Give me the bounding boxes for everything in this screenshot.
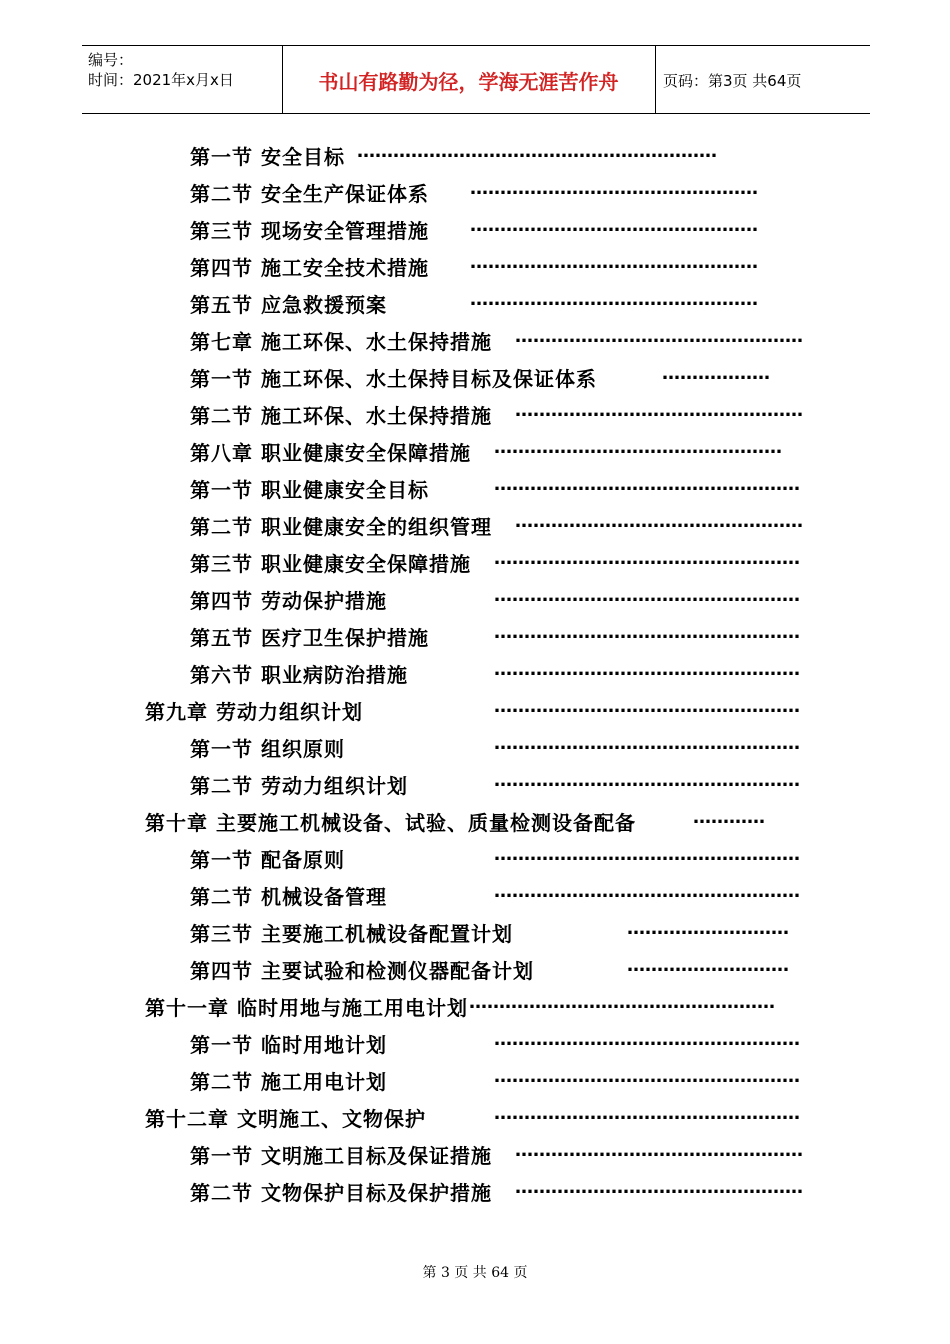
toc-entry-title: 第三节 主要施工机械设备配置计划: [190, 922, 513, 946]
toc-entry-title: 第四节 劳动保护措施: [190, 589, 387, 613]
toc-entry-leader: ………………………: [627, 918, 789, 939]
toc-entry-leader: ……………………………………………: [494, 548, 800, 569]
toc-entry-leader: …………………………………………: [515, 326, 803, 347]
toc-entry[interactable]: [0, 914, 950, 950]
toc-entry-leader: …………………………………………: [515, 1177, 803, 1198]
toc-entry-leader: ………………: [662, 363, 770, 384]
toc-entry[interactable]: [0, 433, 950, 469]
toc-entry-title: 第六节 职业病防治措施: [190, 663, 408, 687]
toc-entry-title: 第二节 施工用电计划: [190, 1070, 387, 1094]
toc-entry-title: 第十二章 文明施工、文物保护: [145, 1107, 426, 1131]
toc-entry[interactable]: [0, 951, 950, 987]
toc-entry-leader: ……………………………………………: [469, 992, 775, 1013]
toc-entry[interactable]: [0, 766, 950, 802]
toc-entry[interactable]: [0, 137, 950, 173]
header-page-info: 页码：第3页 共64页: [663, 72, 802, 90]
toc-entry-leader: …………………………………………: [515, 1140, 803, 1161]
toc-entry[interactable]: [0, 692, 950, 728]
toc-entry-title: 第五节 应急救援预案: [190, 293, 387, 317]
toc-entry[interactable]: [0, 1136, 950, 1172]
toc-entry-leader: ……………………………………………………: [357, 141, 717, 162]
header-divider: [655, 45, 656, 113]
toc-entry-leader: …………………………………………: [470, 215, 758, 236]
toc-entry-leader: ……………………………………………: [494, 770, 800, 791]
toc-entry[interactable]: [0, 359, 950, 395]
toc-entry[interactable]: [0, 285, 950, 321]
toc-entry[interactable]: [0, 1173, 950, 1209]
toc-entry-title: 第一节 职业健康安全目标: [190, 478, 429, 502]
toc-entry-leader: …………………………………………: [494, 437, 782, 458]
header-meta: [88, 50, 234, 90]
toc-entry-title: 第九章 劳动力组织计划: [145, 700, 363, 724]
toc-entry-leader: ……………………………………………: [494, 622, 800, 643]
toc-entry-title: 第一节 施工环保、水土保持目标及保证体系: [190, 367, 597, 391]
toc-entry-leader: ……………………………………………: [494, 1029, 800, 1050]
toc-entry-title: 第二节 文物保护目标及保护措施: [190, 1181, 492, 1205]
toc-entry-title: 第一节 临时用地计划: [190, 1033, 387, 1057]
toc-entry-title: 第十一章 临时用地与施工用电计划: [145, 996, 468, 1020]
toc-entry-title: 第三节 现场安全管理措施: [190, 219, 429, 243]
toc-entry[interactable]: [0, 581, 950, 617]
toc-entry-leader: ………………………: [627, 955, 789, 976]
toc-entry-title: 第四节 主要试验和检测仪器配备计划: [190, 959, 534, 983]
toc-entry[interactable]: [0, 877, 950, 913]
toc-entry-leader: …………………………………………: [470, 289, 758, 310]
toc-entry[interactable]: [0, 544, 950, 580]
toc-entry-title: 第二节 职业健康安全的组织管理: [190, 515, 492, 539]
toc-entry-leader: …………………………………………: [470, 252, 758, 273]
toc-entry-leader: …………: [693, 807, 765, 828]
toc-entry-leader: ……………………………………………: [494, 1066, 800, 1087]
toc-entry-leader: ……………………………………………: [494, 881, 800, 902]
toc-entry-title: 第二节 劳动力组织计划: [190, 774, 408, 798]
toc-entry-leader: ……………………………………………: [494, 696, 800, 717]
toc-entry-leader: ……………………………………………: [494, 659, 800, 680]
toc-entry-leader: …………………………………………: [470, 178, 758, 199]
toc-entry-leader: …………………………………………: [515, 400, 803, 421]
toc-entry-title: 第一节 文明施工目标及保证措施: [190, 1144, 492, 1168]
toc-entry[interactable]: [0, 507, 950, 543]
toc-entry[interactable]: [0, 803, 950, 839]
toc-entry[interactable]: [0, 655, 950, 691]
toc-entry-title: 第二节 施工环保、水土保持措施: [190, 404, 492, 428]
header-motto: 书山有路勤为径，学海无涯苦作舟: [318, 70, 619, 94]
toc-entry-title: 第三节 职业健康安全保障措施: [190, 552, 471, 576]
header-bottom-rule: [82, 113, 870, 114]
toc-entry-leader: ……………………………………………: [494, 844, 800, 865]
toc-entry-title: 第一节 配备原则: [190, 848, 345, 872]
header-top-rule: [82, 45, 870, 46]
toc-entry-title: 第二节 机械设备管理: [190, 885, 387, 909]
toc-entry[interactable]: [0, 1025, 950, 1061]
toc-entry-title: 第七章 施工环保、水土保持措施: [190, 330, 492, 354]
toc-entry[interactable]: [0, 1062, 950, 1098]
document-time: 时间：2021年x月x日: [88, 71, 234, 89]
toc-entry-title: 第二节 安全生产保证体系: [190, 182, 429, 206]
toc-entry[interactable]: [0, 840, 950, 876]
toc-entry-title: 第五节 医疗卫生保护措施: [190, 626, 429, 650]
toc-entry[interactable]: [0, 211, 950, 247]
toc-entry-title: 第四节 施工安全技术措施: [190, 256, 429, 280]
toc-entry-leader: ……………………………………………: [494, 474, 800, 495]
toc-entry[interactable]: [0, 396, 950, 432]
document-number: 编号：: [88, 51, 134, 69]
toc-entry[interactable]: [0, 470, 950, 506]
toc-entry[interactable]: [0, 174, 950, 210]
toc-entry[interactable]: [0, 1099, 950, 1135]
toc-entry-title: 第一节 安全目标: [190, 145, 345, 169]
toc-entry-title: 第十章 主要施工机械设备、试验、质量检测设备配备: [145, 811, 636, 835]
toc-entry[interactable]: [0, 729, 950, 765]
toc-entry-title: 第八章 职业健康安全保障措施: [190, 441, 471, 465]
toc-entry-leader: ……………………………………………: [494, 585, 800, 606]
toc-entry-title: 第一节 组织原则: [190, 737, 345, 761]
page-footer: 第 3 页 共 64 页: [422, 1265, 528, 1281]
toc-entry-leader: ……………………………………………: [494, 1103, 800, 1124]
toc-entry[interactable]: [0, 988, 950, 1024]
toc-entry[interactable]: [0, 618, 950, 654]
toc-entry[interactable]: [0, 248, 950, 284]
toc-entry-leader: …………………………………………: [515, 511, 803, 532]
toc-entry[interactable]: [0, 322, 950, 358]
toc-entry-leader: ……………………………………………: [494, 733, 800, 754]
